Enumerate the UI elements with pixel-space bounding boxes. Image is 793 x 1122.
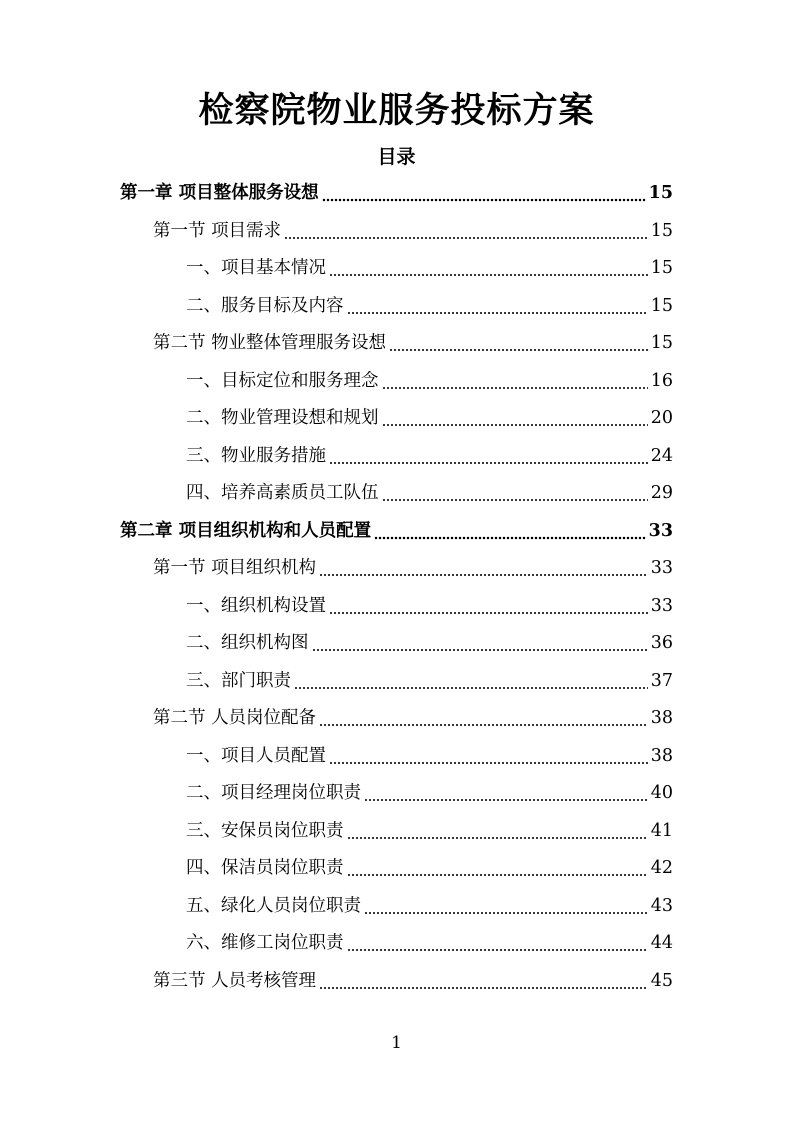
toc-dot-leader [347, 835, 648, 841]
toc-dot-leader [329, 272, 648, 278]
toc-entry-page-number: 37 [650, 670, 673, 691]
toc-dot-leader [364, 910, 648, 916]
toc-entry-section[interactable] [153, 325, 673, 361]
toc-entry-page-number: 24 [650, 445, 673, 466]
toc-entry-label: 一、项目人员配置 [186, 745, 326, 766]
toc-entry-label: 六、维修工岗位职责 [186, 933, 344, 953]
toc-entry-page-number: 45 [650, 970, 673, 991]
toc-dot-leader [374, 535, 646, 541]
toc-entry-page-number: 38 [650, 708, 673, 728]
toc-entry-label: 第一章 项目整体服务设想 [120, 183, 319, 203]
toc-entry-page-number: 36 [650, 633, 673, 653]
toc-entry-label: 二、服务目标及内容 [186, 295, 344, 316]
toc-entry-page-number: 33 [650, 595, 673, 616]
toc-dot-leader [347, 947, 648, 953]
toc-entry-label: 三、物业服务措施 [186, 445, 326, 466]
toc-dot-leader [312, 647, 648, 653]
toc-entry-item[interactable] [186, 250, 673, 286]
toc-entry-label: 二、项目经理岗位职责 [186, 783, 361, 803]
toc-dot-leader [364, 797, 648, 803]
toc-entry-item[interactable] [186, 813, 673, 849]
toc-entry-label: 一、项目基本情况 [186, 258, 326, 278]
toc-entry-label: 一、目标定位和服务理念 [186, 370, 379, 391]
toc-entry-page-number: 41 [650, 820, 673, 841]
toc-entry-item[interactable] [186, 738, 673, 774]
toc-entry-page-number: 40 [650, 783, 673, 803]
toc-entry-label: 第二节 人员岗位配备 [153, 708, 317, 728]
toc-entry-item[interactable] [186, 400, 673, 436]
toc-entry-page-number: 15 [650, 333, 673, 353]
toc-entry-page-number: 43 [650, 895, 673, 916]
toc-entry-label: 一、组织机构设置 [186, 595, 326, 616]
toc-entry-item[interactable] [186, 363, 673, 399]
toc-entry-label: 三、部门职责 [186, 670, 291, 691]
toc-entry-label: 第一节 项目需求 [153, 220, 282, 241]
toc-dot-leader [319, 722, 648, 728]
toc-dot-leader [382, 422, 648, 428]
toc-entry-section[interactable] [153, 213, 673, 249]
toc-entry-label: 第二章 项目组织机构和人员配置 [120, 520, 372, 541]
toc-entry-item[interactable] [186, 288, 673, 324]
toc-entry-page-number: 15 [650, 258, 673, 278]
toc-entry-label: 第一节 项目组织机构 [153, 558, 317, 578]
toc-dot-leader [329, 610, 648, 616]
toc-dot-leader [322, 197, 646, 203]
page-number: 1 [391, 1033, 402, 1053]
toc-dot-leader [347, 872, 648, 878]
toc-entry-item[interactable] [186, 438, 673, 474]
toc-entry-page-number: 33 [650, 558, 673, 578]
toc-dot-leader [382, 385, 648, 391]
toc-dot-leader [284, 235, 648, 241]
toc-entry-label: 二、物业管理设想和规划 [186, 408, 379, 428]
toc-dot-leader [389, 347, 648, 353]
toc-entry-page-number: 44 [650, 933, 673, 953]
toc-entry-section[interactable] [153, 700, 673, 736]
toc-dot-leader [319, 572, 648, 578]
toc-dot-leader [329, 760, 648, 766]
toc-entry-chapter[interactable] [120, 175, 673, 211]
toc-entry-item[interactable] [186, 663, 673, 699]
toc-entry-label: 四、保洁员岗位职责 [186, 858, 344, 878]
toc-entry-item[interactable] [186, 925, 673, 961]
toc-entry-label: 三、安保员岗位职责 [186, 820, 344, 841]
toc-entry-label: 五、绿化人员岗位职责 [186, 895, 361, 916]
toc-dot-leader [294, 685, 648, 691]
toc-entry-section[interactable] [153, 963, 673, 999]
toc-entry-item[interactable] [186, 888, 673, 924]
toc-entry-label: 第三节 人员考核管理 [153, 970, 317, 991]
toc-dot-leader [329, 460, 648, 466]
toc-dot-leader [319, 985, 648, 991]
toc-entry-label: 四、培养高素质员工队伍 [186, 483, 379, 503]
toc-entry-item[interactable] [186, 625, 673, 661]
toc-entry-page-number: 38 [650, 745, 673, 766]
toc-heading: 目录 [377, 146, 416, 168]
toc-entry-page-number: 29 [650, 483, 673, 503]
toc-entry-page-number: 33 [648, 520, 673, 541]
document-title: 检察院物业服务投标方案 [198, 90, 595, 131]
toc-entry-section[interactable] [153, 550, 673, 586]
toc-entry-item[interactable] [186, 475, 673, 511]
toc-dot-leader [382, 497, 648, 503]
toc-entry-item[interactable] [186, 775, 673, 811]
toc-dot-leader [347, 310, 648, 316]
toc-entry-page-number: 42 [650, 858, 673, 878]
toc-entry-page-number: 15 [650, 220, 673, 241]
toc-entry-page-number: 16 [650, 370, 673, 391]
toc-entry-chapter[interactable] [120, 513, 673, 549]
toc-entry-page-number: 15 [648, 183, 673, 203]
toc-entry-label: 二、组织机构图 [186, 633, 309, 653]
toc-entry-item[interactable] [186, 850, 673, 886]
toc-entry-label: 第二节 物业整体管理服务设想 [153, 333, 387, 353]
toc-entry-item[interactable] [186, 588, 673, 624]
toc-entry-page-number: 20 [650, 408, 673, 428]
toc-entry-page-number: 15 [650, 295, 673, 316]
